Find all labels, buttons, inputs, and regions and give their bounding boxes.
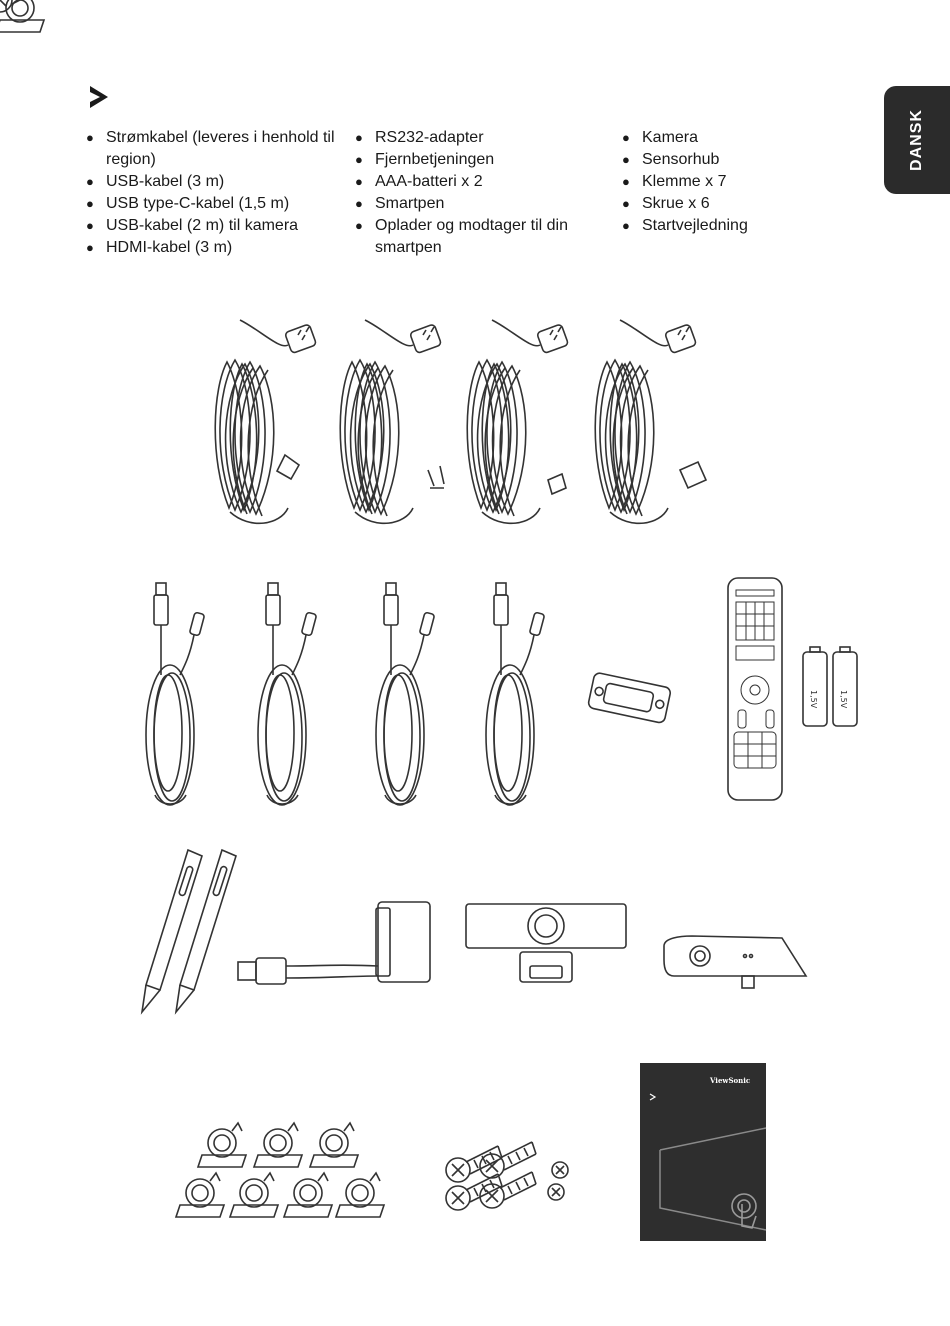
rs232-adapter xyxy=(588,672,672,723)
list-item: ● Sensorhub xyxy=(622,149,822,171)
list-item: ● AAA-batteri x 2 xyxy=(355,171,595,193)
batteries xyxy=(803,647,857,726)
language-tab-label: DANSK xyxy=(908,109,925,171)
smartpens xyxy=(142,850,236,1012)
battery-label: 1,5V xyxy=(839,690,848,709)
list-item: ● Startvejledning xyxy=(622,215,822,237)
list-item: ● Skrue x 6 xyxy=(622,193,822,215)
pen-charger-receiver xyxy=(238,902,430,984)
battery-label: 1,5V xyxy=(809,690,818,709)
list-item: ● USB type-C-kabel (1,5 m) xyxy=(86,193,336,215)
list-item: ● Kamera xyxy=(622,127,822,149)
list-item: ● Klemme x 7 xyxy=(622,171,822,193)
clips xyxy=(0,0,384,1217)
usb-cables xyxy=(146,583,545,805)
list-item: ● HDMI-kabel (3 m) xyxy=(86,237,336,259)
list-item: ● RS232-adapter xyxy=(355,127,595,149)
guide-brand-logo: ViewSonic xyxy=(710,1076,751,1085)
sensor-hub xyxy=(664,936,806,988)
list-item: ● Smartpen xyxy=(355,193,595,215)
list-item: ● USB-kabel (2 m) til kamera xyxy=(86,215,336,237)
quick-start-guide xyxy=(640,1063,766,1241)
remote-control xyxy=(728,578,782,800)
list-item: ● Strømkabel (leveres i henhold til region) xyxy=(86,127,336,171)
list-item: ● Oplader og modtager til din smartpen xyxy=(355,215,595,259)
power-cords xyxy=(215,320,706,523)
list-item: ● Fjernbetjeningen xyxy=(355,149,595,171)
camera xyxy=(466,904,626,982)
list-item: ● USB-kabel (3 m) xyxy=(86,171,336,193)
